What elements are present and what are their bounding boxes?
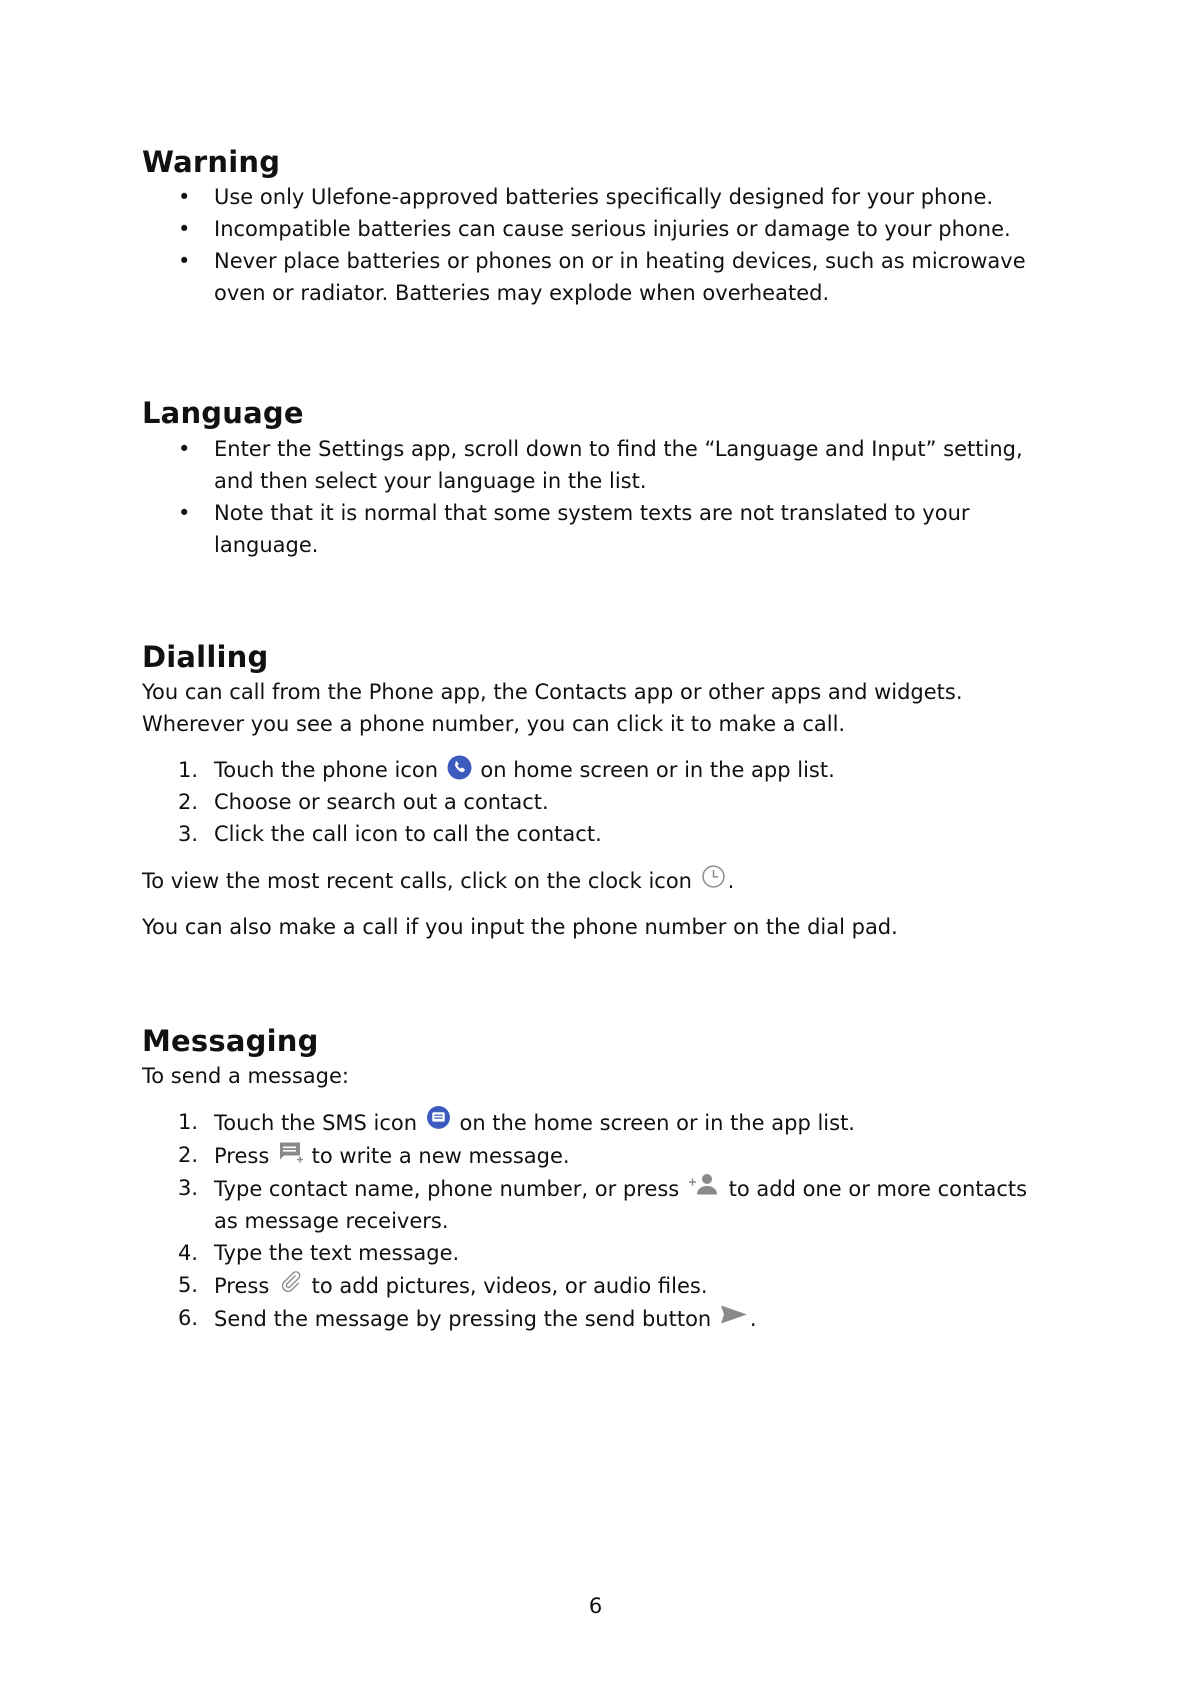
step-text: Touch the SMS icon (214, 1111, 418, 1136)
language-list (142, 433, 1057, 561)
phone-icon (447, 755, 472, 780)
step-text: Type contact name, phone number, or press (214, 1177, 680, 1202)
new-message-icon (278, 1139, 303, 1164)
dialpad-paragraph: You can also make a call if you input the phone number on the dial pad. (142, 915, 898, 940)
dialling-step (142, 786, 1057, 818)
step-text: to add one or more contacts as message receivers. (214, 1177, 1028, 1234)
messaging-intro: To send a message: (142, 1064, 349, 1089)
step-text: Type the text message. (214, 1241, 460, 1266)
dialling-step (142, 818, 1057, 850)
dialling-intro: You can call from the Phone app, the Contacts app or other apps and widgets. Wherever you see a phone number, you can click it to make a call. (142, 680, 963, 737)
language-item: • Enter the Settings app, scroll down to find the “Language and Input” setting, and then select your language in the list. (142, 433, 1057, 497)
step-text: on home screen or in the app list. (480, 758, 835, 783)
step-text: Send the message by pressing the send button (214, 1307, 712, 1332)
messaging-step (142, 1302, 1057, 1335)
dialling-step (142, 754, 1057, 786)
messaging-section (142, 1025, 1057, 1335)
warning-heading: Warning (142, 145, 281, 179)
step-text: Touch the phone icon (214, 758, 439, 783)
language-section (142, 397, 1057, 560)
step-text: Click the call icon to call the contact. (214, 822, 602, 847)
step-text: to write a new message. (311, 1144, 570, 1169)
recent-calls-paragraph (142, 864, 1057, 897)
step-number: 6. (178, 1306, 199, 1331)
dialling-steps (142, 754, 1057, 850)
messaging-heading: Messaging (142, 1024, 319, 1059)
warning-item: • Use only Ulefone-approved batteries specifically designed for your phone. (142, 181, 1057, 213)
language-heading: Language (142, 396, 304, 431)
recent-calls-end: . (727, 869, 735, 894)
step-number: 3. (178, 1176, 199, 1201)
page-number: 6 (588, 1594, 603, 1618)
step-text: . (749, 1307, 757, 1332)
messaging-step (142, 1269, 1057, 1302)
warning-list (142, 181, 1057, 309)
step-text: Press (214, 1274, 270, 1299)
clock-icon (701, 864, 726, 889)
warning-section (142, 146, 1057, 309)
step-number: 1. (178, 1110, 199, 1135)
sms-icon (426, 1106, 451, 1131)
messaging-step (142, 1106, 1057, 1139)
step-number: 2. (178, 790, 199, 815)
step-number: 1. (178, 758, 199, 783)
step-text: Press (214, 1144, 270, 1169)
page-content (142, 146, 1057, 1335)
step-number: 4. (178, 1241, 199, 1266)
messaging-step (142, 1237, 1057, 1269)
step-text: to add pictures, videos, or audio files. (311, 1274, 708, 1299)
attachment-icon (278, 1269, 303, 1294)
step-text: Choose or search out a contact. (214, 790, 549, 815)
warning-item: • Incompatible batteries can cause serious injuries or damage to your phone. (142, 213, 1057, 245)
messaging-step (142, 1139, 1057, 1172)
dialling-heading: Dialling (142, 639, 269, 674)
step-number: 5. (178, 1273, 199, 1298)
step-text: on the home screen or in the app list. (459, 1111, 855, 1136)
warning-item: • Never place batteries or phones on or in heating devices, such as microwave oven or radiator. Batteries may explode when overheated. (142, 245, 1057, 309)
send-icon (720, 1302, 748, 1327)
messaging-step (142, 1172, 1057, 1237)
messaging-steps (142, 1106, 1057, 1335)
language-item: • Note that it is normal that some system texts are not translated to your language. (142, 497, 1057, 561)
recent-calls-text: To view the most recent calls, click on the clock icon (142, 869, 692, 894)
step-number: 3. (178, 822, 199, 847)
dialling-section (142, 641, 1057, 943)
add-contact-icon (688, 1172, 720, 1197)
step-number: 2. (178, 1143, 199, 1168)
